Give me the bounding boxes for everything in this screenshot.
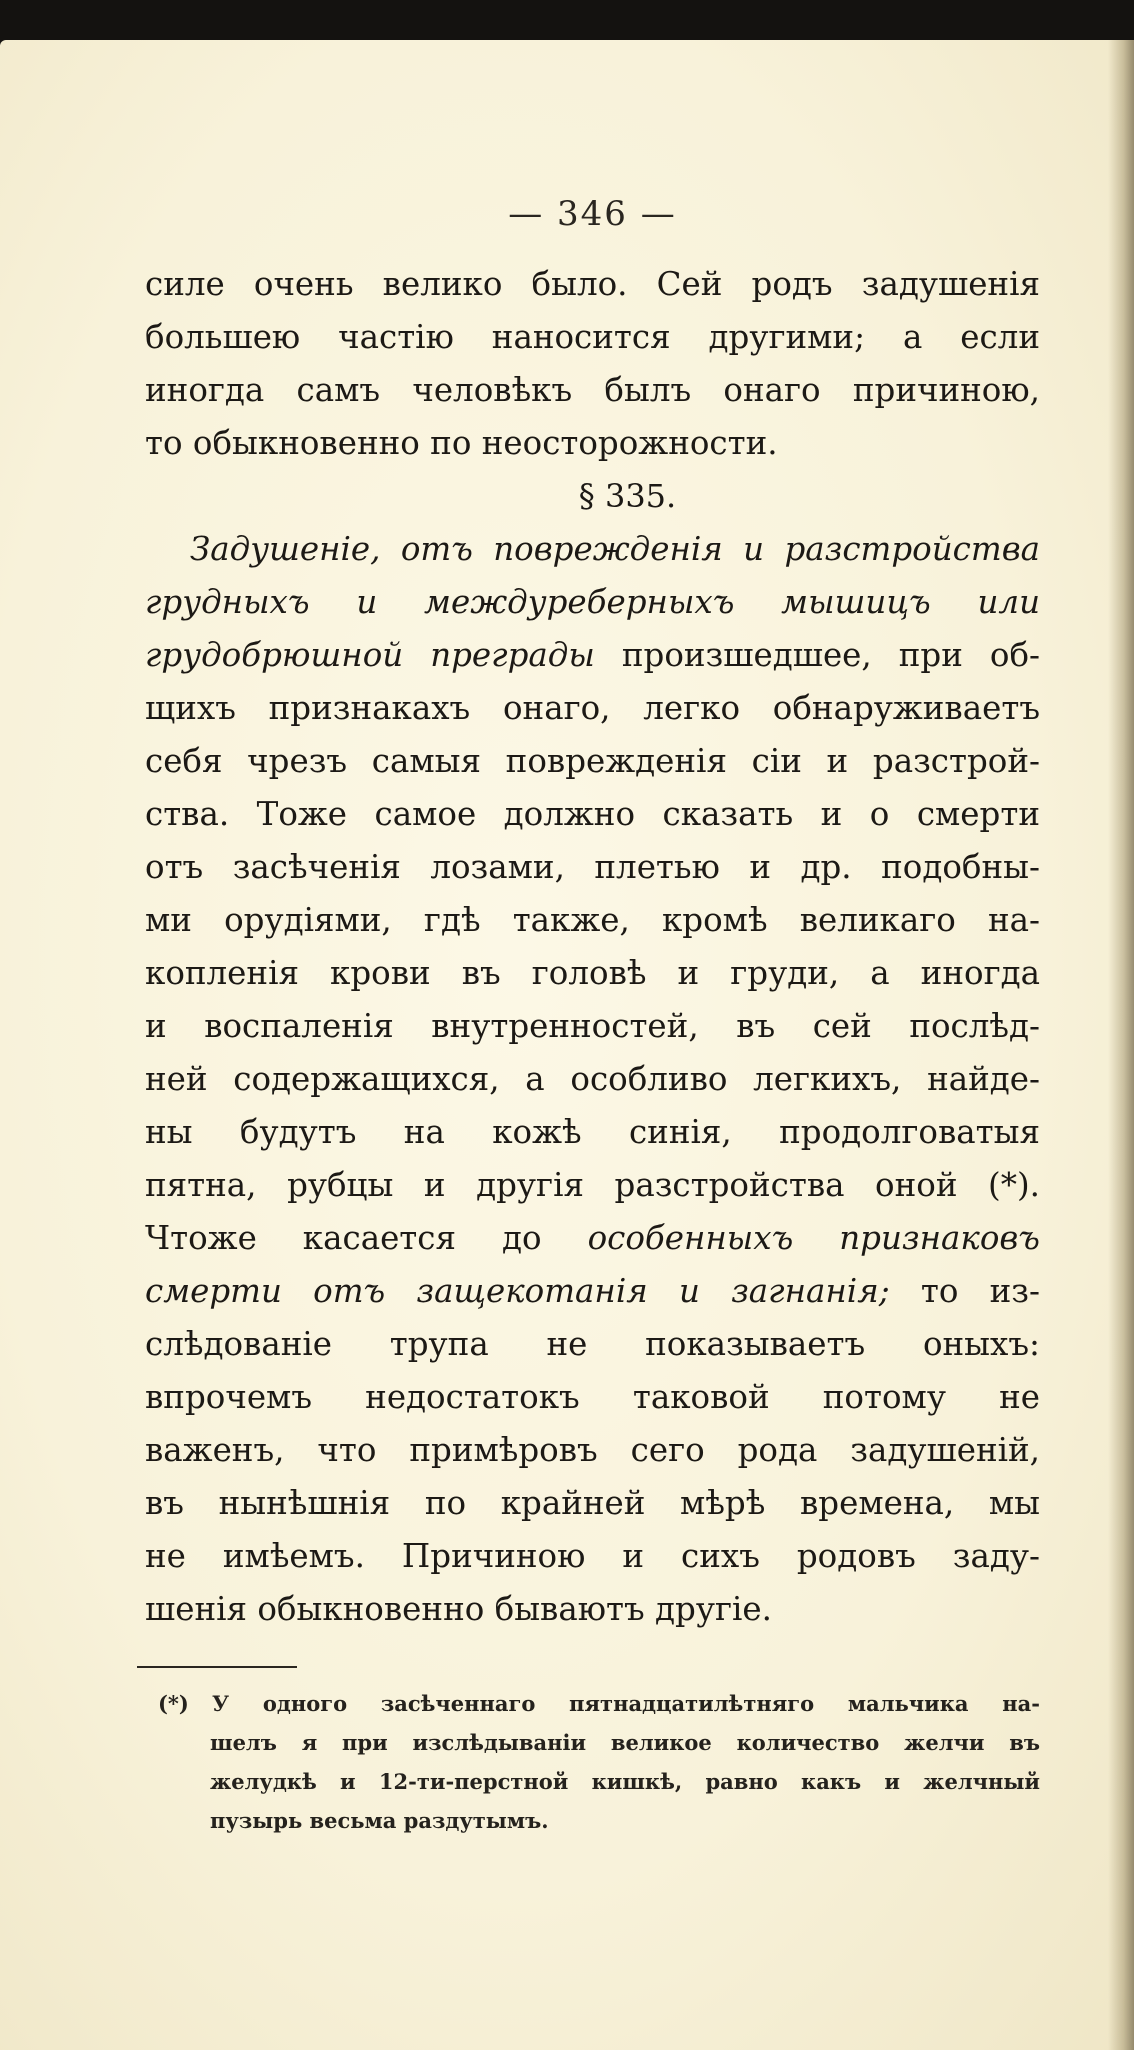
footnote-line: пузырь весьма раздутымъ.	[210, 1808, 549, 1833]
section-heading: § 335.	[578, 477, 677, 515]
text-span: то из-	[920, 1272, 1040, 1310]
italic-phrase: особенныхъ признаковъ	[587, 1219, 1040, 1257]
italic-phrase: грудобрюшной преграды	[145, 636, 595, 674]
text-line	[145, 629, 1040, 682]
text-line: шенія обыкновенно бываютъ другіе.	[145, 1590, 772, 1628]
text-line: ны будутъ на кожѣ синія, продолговатыя	[145, 1113, 1040, 1151]
footnote-line: шелъ я при изслѣдываніи великое количество желчи въ	[210, 1730, 1040, 1755]
italic-phrase: смерти отъ защекотанія и загнанія;	[145, 1272, 890, 1310]
page-edge-shadow	[1108, 40, 1134, 2050]
text-line: Задушеніе, отъ поврежденія и разстройства	[190, 530, 1040, 568]
text-line: себя чрезъ самыя поврежденія сіи и разстрой-	[145, 742, 1040, 780]
text-line: слѣдованіе трупа не показываетъ оныхъ:	[145, 1325, 1040, 1363]
text-line: копленія крови въ головѣ и груди, а иногда	[145, 954, 1040, 992]
text-line	[145, 1265, 1040, 1318]
text-line: ней содержащихся, а особливо легкихъ, найде-	[145, 1060, 1040, 1098]
text-line: щихъ признакахъ онаго, легко обнаруживаетъ	[145, 689, 1040, 727]
text-line: пятна, рубцы и другія разстройства оной (*).	[145, 1166, 1040, 1204]
text-line: то обыкновенно по неосторожности.	[145, 424, 778, 462]
text-line: иногда самъ человѣкъ былъ онаго причиною,	[145, 371, 1040, 409]
footnote	[145, 1684, 1040, 1840]
body-text	[145, 258, 1040, 1636]
text-line: отъ засѣченія лозами, плетью и др. подобны-	[145, 848, 1040, 886]
text-line: ми орудіями, гдѣ также, кромѣ великаго на-	[145, 901, 1040, 939]
text-line: ства. Тоже самое должно сказать и о смерти	[145, 795, 1040, 833]
text-line: важенъ, что примѣровъ сего рода задушеній,	[145, 1431, 1040, 1469]
text-line	[145, 1212, 1040, 1265]
footnote-line: желудкѣ и 12-ти-перстной кишкѣ, равно какъ и желчный	[210, 1769, 1040, 1794]
text-span: У одного засѣченнаго пятнадцатилѣтняго мальчика на-	[212, 1691, 1040, 1716]
text-span: Чтоже касается до	[145, 1219, 542, 1257]
footnote-mark: (*)	[158, 1691, 189, 1716]
page-number: — 346 —	[508, 194, 677, 234]
text-line: силе очень велико было. Сей родъ задушенія	[145, 265, 1040, 303]
text-line: грудныхъ и междуреберныхъ мышицъ или	[145, 583, 1040, 621]
footnote-divider	[137, 1666, 297, 1668]
text-line: въ нынѣшнія по крайней мѣрѣ времена, мы	[145, 1484, 1040, 1522]
page-content	[145, 190, 1040, 1840]
text-line: и воспаленія внутренностей, въ сей послѣд-	[145, 1007, 1040, 1045]
text-line: большею частію наносится другими; а если	[145, 318, 1040, 356]
text-line: не имѣемъ. Причиною и сихъ родовъ заду-	[145, 1537, 1040, 1575]
text-span: произшедшее, при об-	[621, 636, 1040, 674]
book-page	[0, 40, 1134, 2050]
text-line: впрочемъ недостатокъ таковой потому не	[145, 1378, 1040, 1416]
footnote-line	[145, 1684, 1040, 1723]
